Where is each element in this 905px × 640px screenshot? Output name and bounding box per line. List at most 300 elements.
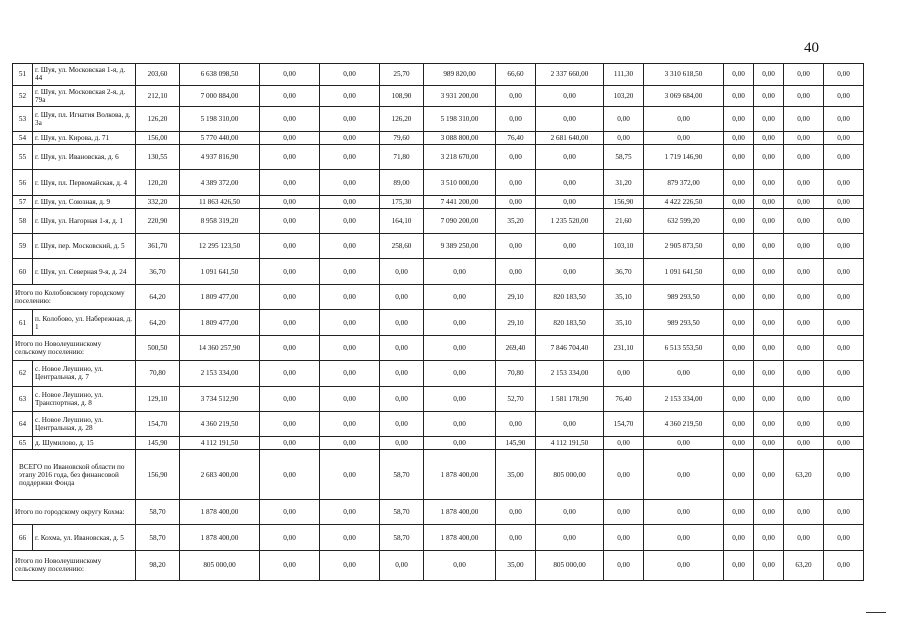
value-cell: 1 878 400,00 (180, 499, 260, 524)
value-cell: 0,00 (824, 499, 864, 524)
value-cell: 64,20 (136, 310, 180, 335)
value-cell: 0,00 (260, 437, 320, 450)
value-cell: 164,10 (380, 208, 424, 233)
value-cell: 0,00 (536, 106, 604, 131)
value-cell: 0,00 (754, 85, 784, 106)
value-cell: 4 112 191,50 (180, 437, 260, 450)
value-cell: 0,00 (824, 361, 864, 386)
value-cell: 0,00 (260, 284, 320, 309)
value-cell: 0,00 (724, 499, 754, 524)
row-number: 54 (13, 132, 33, 145)
value-cell: 332,20 (136, 195, 180, 208)
value-cell: 3 218 670,00 (424, 144, 496, 169)
address-cell: г. Кохма, ул. Ивановская, д. 5 (33, 525, 136, 550)
value-cell: 0,00 (754, 106, 784, 131)
value-cell: 0,00 (320, 450, 380, 500)
value-cell: 0,00 (320, 259, 380, 284)
row-number: 65 (13, 437, 33, 450)
value-cell: 0,00 (424, 335, 496, 360)
value-cell: 0,00 (724, 284, 754, 309)
value-cell: 35,00 (496, 450, 536, 500)
value-cell: 2 683 400,00 (180, 450, 260, 500)
value-cell: 0,00 (260, 335, 320, 360)
value-cell: 58,70 (136, 499, 180, 524)
value-cell: 0,00 (536, 195, 604, 208)
value-cell: 0,00 (824, 106, 864, 131)
value-cell: 58,70 (380, 499, 424, 524)
value-cell: 156,90 (136, 450, 180, 500)
value-cell: 0,00 (824, 525, 864, 550)
value-cell: 0,00 (824, 132, 864, 145)
value-cell: 0,00 (320, 335, 380, 360)
value-cell: 71,80 (380, 144, 424, 169)
value-cell: 126,20 (136, 106, 180, 131)
value-cell: 3 069 684,00 (644, 85, 724, 106)
row-number: 56 (13, 170, 33, 195)
address-cell: г. Шуя, ул. Союзная, д. 9 (33, 195, 136, 208)
value-cell: 0,00 (724, 106, 754, 131)
value-cell: 0,00 (424, 412, 496, 437)
value-cell: 0,00 (260, 132, 320, 145)
value-cell: 0,00 (320, 144, 380, 169)
table-row (13, 412, 864, 437)
subtotal-label: Итого по Новолеушинскому сельскому поселению: (13, 335, 136, 360)
row-number: 58 (13, 208, 33, 233)
value-cell: 0,00 (260, 386, 320, 411)
row-number: 55 (13, 144, 33, 169)
value-cell: 98,20 (136, 550, 180, 580)
value-cell: 0,00 (496, 85, 536, 106)
value-cell: 108,90 (380, 85, 424, 106)
value-cell: 3 088 800,00 (424, 132, 496, 145)
value-cell: 0,00 (724, 64, 754, 86)
value-cell: 0,00 (724, 132, 754, 145)
value-cell: 64,20 (136, 284, 180, 309)
value-cell: 0,00 (784, 412, 824, 437)
value-cell: 0,00 (824, 310, 864, 335)
value-cell: 36,70 (136, 259, 180, 284)
grand-total-label: ВСЕГО по Ивановской области по этапу 2016 года, без финансовой поддержки Фонда (13, 450, 136, 500)
value-cell: 1 809 477,00 (180, 310, 260, 335)
table-row (13, 437, 864, 450)
value-cell: 0,00 (754, 412, 784, 437)
table-row (13, 310, 864, 335)
value-cell: 0,00 (724, 170, 754, 195)
value-cell: 145,90 (496, 437, 536, 450)
value-cell: 5 770 440,00 (180, 132, 260, 145)
value-cell: 0,00 (380, 550, 424, 580)
row-number: 59 (13, 233, 33, 258)
value-cell: 111,30 (604, 64, 644, 86)
value-cell: 0,00 (260, 310, 320, 335)
value-cell: 63,20 (784, 550, 824, 580)
value-cell: 4 360 219,50 (180, 412, 260, 437)
value-cell: 6 513 553,50 (644, 335, 724, 360)
value-cell: 0,00 (496, 412, 536, 437)
table-row (13, 132, 864, 145)
table-row (13, 64, 864, 86)
value-cell: 0,00 (724, 386, 754, 411)
value-cell: 989 293,50 (644, 284, 724, 309)
value-cell: 0,00 (754, 259, 784, 284)
value-cell: 36,70 (604, 259, 644, 284)
value-cell: 3 510 000,00 (424, 170, 496, 195)
value-cell: 4 112 191,50 (536, 437, 604, 450)
subtotal-row (13, 499, 864, 524)
subtotal-label: Итого по Колобовскому городскому поселению: (13, 284, 136, 309)
value-cell: 0,00 (536, 499, 604, 524)
table-row (13, 361, 864, 386)
value-cell: 0,00 (724, 361, 754, 386)
value-cell: 0,00 (824, 144, 864, 169)
value-cell: 0,00 (604, 550, 644, 580)
value-cell: 25,70 (380, 64, 424, 86)
subtotal-label: Итого по Новолеушинскому сельскому поселению: (13, 550, 136, 580)
value-cell: 0,00 (604, 132, 644, 145)
value-cell: 212,10 (136, 85, 180, 106)
value-cell: 0,00 (644, 525, 724, 550)
corner-mark (866, 612, 886, 613)
value-cell: 0,00 (754, 335, 784, 360)
value-cell: 0,00 (754, 361, 784, 386)
value-cell: 29,10 (496, 284, 536, 309)
value-cell: 632 599,20 (644, 208, 724, 233)
value-cell: 14 360 257,90 (180, 335, 260, 360)
value-cell: 0,00 (644, 437, 724, 450)
value-cell: 0,00 (754, 284, 784, 309)
value-cell: 0,00 (260, 106, 320, 131)
value-cell: 0,00 (320, 310, 380, 335)
value-cell: 0,00 (604, 437, 644, 450)
value-cell: 0,00 (824, 195, 864, 208)
value-cell: 1 581 178,90 (536, 386, 604, 411)
value-cell: 0,00 (380, 437, 424, 450)
value-cell: 0,00 (496, 106, 536, 131)
address-cell: г. Шуя, ул. Кирова, д. 71 (33, 132, 136, 145)
value-cell: 0,00 (380, 386, 424, 411)
address-cell: г. Шуя, пл. Игнатия Волкова, д. 3а (33, 106, 136, 131)
value-cell: 0,00 (784, 361, 824, 386)
table-row (13, 85, 864, 106)
value-cell: 2 153 334,00 (180, 361, 260, 386)
value-cell: 0,00 (724, 450, 754, 500)
value-cell: 0,00 (320, 170, 380, 195)
table-row (13, 195, 864, 208)
value-cell: 0,00 (644, 106, 724, 131)
subtotal-row (13, 335, 864, 360)
value-cell: 2 153 334,00 (644, 386, 724, 411)
value-cell: 156,90 (604, 195, 644, 208)
value-cell: 154,70 (604, 412, 644, 437)
value-cell: 0,00 (644, 550, 724, 580)
value-cell: 0,00 (824, 450, 864, 500)
value-cell: 0,00 (496, 170, 536, 195)
value-cell: 0,00 (784, 208, 824, 233)
value-cell: 0,00 (260, 499, 320, 524)
value-cell: 0,00 (824, 437, 864, 450)
value-cell: 0,00 (784, 195, 824, 208)
row-number: 53 (13, 106, 33, 131)
value-cell: 0,00 (644, 499, 724, 524)
value-cell: 0,00 (724, 208, 754, 233)
value-cell: 0,00 (784, 386, 824, 411)
value-cell: 0,00 (320, 195, 380, 208)
value-cell: 66,60 (496, 64, 536, 86)
value-cell: 0,00 (724, 550, 754, 580)
value-cell: 0,00 (754, 386, 784, 411)
value-cell: 9 389 250,00 (424, 233, 496, 258)
value-cell: 0,00 (320, 550, 380, 580)
value-cell: 2 681 640,00 (536, 132, 604, 145)
row-number: 52 (13, 85, 33, 106)
address-cell: г. Шуя, пер. Московский, д. 5 (33, 233, 136, 258)
value-cell: 0,00 (604, 106, 644, 131)
value-cell: 0,00 (824, 284, 864, 309)
value-cell: 0,00 (424, 437, 496, 450)
value-cell: 11 863 426,50 (180, 195, 260, 208)
value-cell: 0,00 (424, 259, 496, 284)
address-cell: г. Шуя, ул. Ивановская, д. 6 (33, 144, 136, 169)
row-number: 64 (13, 412, 33, 437)
value-cell: 0,00 (754, 64, 784, 86)
value-cell: 0,00 (320, 106, 380, 131)
value-cell: 0,00 (380, 361, 424, 386)
subtotal-label: Итого по городскому округу Кохма: (13, 499, 136, 524)
value-cell: 0,00 (724, 144, 754, 169)
row-number: 66 (13, 525, 33, 550)
table-row (13, 525, 864, 550)
value-cell: 879 372,00 (644, 170, 724, 195)
value-cell: 12 295 123,50 (180, 233, 260, 258)
row-number: 60 (13, 259, 33, 284)
value-cell: 0,00 (784, 170, 824, 195)
value-cell: 0,00 (320, 361, 380, 386)
value-cell: 1 878 400,00 (180, 525, 260, 550)
value-cell: 3 931 200,00 (424, 85, 496, 106)
address-cell: с. Новое Леушино, ул. Транспортная, д. 8 (33, 386, 136, 411)
value-cell: 1 878 400,00 (424, 499, 496, 524)
value-cell: 31,20 (604, 170, 644, 195)
value-cell: 0,00 (754, 450, 784, 500)
value-cell: 0,00 (320, 233, 380, 258)
value-cell: 7 441 200,00 (424, 195, 496, 208)
row-number: 61 (13, 310, 33, 335)
value-cell: 1 809 477,00 (180, 284, 260, 309)
value-cell: 0,00 (754, 208, 784, 233)
address-cell: г. Шуя, ул. Нагорная 1-я, д. 1 (33, 208, 136, 233)
table-row (13, 170, 864, 195)
value-cell: 0,00 (260, 361, 320, 386)
value-cell: 70,80 (136, 361, 180, 386)
value-cell: 500,50 (136, 335, 180, 360)
value-cell: 0,00 (496, 144, 536, 169)
value-cell: 35,00 (496, 550, 536, 580)
value-cell: 0,00 (784, 106, 824, 131)
value-cell: 0,00 (754, 195, 784, 208)
value-cell: 0,00 (824, 85, 864, 106)
value-cell: 0,00 (754, 499, 784, 524)
value-cell: 0,00 (536, 170, 604, 195)
value-cell: 0,00 (784, 85, 824, 106)
value-cell: 1 878 400,00 (424, 525, 496, 550)
value-cell: 58,70 (136, 525, 180, 550)
table-row (13, 144, 864, 169)
value-cell: 5 198 310,00 (424, 106, 496, 131)
value-cell: 0,00 (536, 259, 604, 284)
value-cell: 0,00 (320, 525, 380, 550)
value-cell: 0,00 (784, 233, 824, 258)
value-cell: 103,10 (604, 233, 644, 258)
value-cell: 0,00 (754, 525, 784, 550)
value-cell: 0,00 (424, 310, 496, 335)
value-cell: 0,00 (320, 64, 380, 86)
value-cell: 0,00 (824, 259, 864, 284)
value-cell: 0,00 (496, 499, 536, 524)
value-cell: 7 000 884,00 (180, 85, 260, 106)
value-cell: 2 905 873,50 (644, 233, 724, 258)
value-cell: 76,40 (604, 386, 644, 411)
value-cell: 0,00 (724, 233, 754, 258)
value-cell: 0,00 (784, 437, 824, 450)
value-cell: 0,00 (320, 412, 380, 437)
value-cell: 0,00 (260, 85, 320, 106)
value-cell: 0,00 (824, 335, 864, 360)
table-body (13, 64, 864, 581)
value-cell: 76,40 (496, 132, 536, 145)
value-cell: 129,10 (136, 386, 180, 411)
row-number: 62 (13, 361, 33, 386)
value-cell: 120,20 (136, 170, 180, 195)
value-cell: 0,00 (536, 233, 604, 258)
value-cell: 58,75 (604, 144, 644, 169)
value-cell: 0,00 (784, 284, 824, 309)
row-number: 51 (13, 64, 33, 86)
value-cell: 0,00 (260, 259, 320, 284)
value-cell: 0,00 (424, 284, 496, 309)
value-cell: 8 958 319,20 (180, 208, 260, 233)
value-cell: 0,00 (536, 525, 604, 550)
value-cell: 4 937 816,90 (180, 144, 260, 169)
value-cell: 0,00 (604, 499, 644, 524)
value-cell: 0,00 (424, 361, 496, 386)
value-cell: 5 198 310,00 (180, 106, 260, 131)
row-number: 57 (13, 195, 33, 208)
address-cell: г. Шуя, ул. Московская 1-я, д. 44 (33, 64, 136, 86)
value-cell: 1 091 641,50 (180, 259, 260, 284)
value-cell: 7 846 704,40 (536, 335, 604, 360)
value-cell: 0,00 (536, 85, 604, 106)
value-cell: 0,00 (784, 144, 824, 169)
value-cell: 0,00 (260, 144, 320, 169)
value-cell: 0,00 (260, 64, 320, 86)
page-number: 40 (804, 40, 819, 56)
value-cell: 0,00 (260, 525, 320, 550)
value-cell: 1 719 146,90 (644, 144, 724, 169)
value-cell: 203,60 (136, 64, 180, 86)
value-cell: 0,00 (754, 170, 784, 195)
value-cell: 103,20 (604, 85, 644, 106)
value-cell: 35,10 (604, 310, 644, 335)
value-cell: 0,00 (536, 144, 604, 169)
table-row (13, 106, 864, 131)
value-cell: 0,00 (320, 437, 380, 450)
value-cell: 3 734 512,90 (180, 386, 260, 411)
value-cell: 2 337 660,00 (536, 64, 604, 86)
value-cell: 130,55 (136, 144, 180, 169)
value-cell: 0,00 (724, 412, 754, 437)
value-cell: 0,00 (424, 386, 496, 411)
value-cell: 0,00 (604, 450, 644, 500)
value-cell: 0,00 (724, 310, 754, 335)
address-cell: г. Шуя, пл. Первомайская, д. 4 (33, 170, 136, 195)
value-cell: 0,00 (824, 386, 864, 411)
value-cell: 0,00 (784, 64, 824, 86)
value-cell: 0,00 (320, 208, 380, 233)
value-cell: 0,00 (380, 412, 424, 437)
value-cell: 0,00 (824, 233, 864, 258)
value-cell: 820 183,50 (536, 310, 604, 335)
value-cell: 2 153 334,00 (536, 361, 604, 386)
value-cell: 29,10 (496, 310, 536, 335)
value-cell: 0,00 (724, 85, 754, 106)
value-cell: 0,00 (380, 284, 424, 309)
value-cell: 0,00 (724, 525, 754, 550)
value-cell: 0,00 (824, 412, 864, 437)
value-cell: 0,00 (784, 525, 824, 550)
value-cell: 220,90 (136, 208, 180, 233)
value-cell: 63,20 (784, 450, 824, 500)
value-cell: 0,00 (824, 64, 864, 86)
value-cell: 0,00 (824, 170, 864, 195)
value-cell: 0,00 (754, 550, 784, 580)
address-cell: г. Шуя, ул. Северная 9-я, д. 24 (33, 259, 136, 284)
value-cell: 0,00 (784, 335, 824, 360)
value-cell: 0,00 (724, 259, 754, 284)
value-cell: 35,20 (496, 208, 536, 233)
value-cell: 58,70 (380, 450, 424, 500)
value-cell: 0,00 (754, 437, 784, 450)
value-cell: 0,00 (644, 450, 724, 500)
value-cell: 0,00 (320, 386, 380, 411)
value-cell: 805 000,00 (536, 450, 604, 500)
value-cell: 0,00 (754, 132, 784, 145)
value-cell: 0,00 (824, 208, 864, 233)
subtotal-row (13, 284, 864, 309)
value-cell: 0,00 (724, 335, 754, 360)
value-cell: 154,70 (136, 412, 180, 437)
value-cell: 0,00 (784, 499, 824, 524)
value-cell: 989 293,50 (644, 310, 724, 335)
value-cell: 0,00 (260, 412, 320, 437)
value-cell: 0,00 (824, 550, 864, 580)
value-cell: 258,60 (380, 233, 424, 258)
value-cell: 126,20 (380, 106, 424, 131)
value-cell: 1 878 400,00 (424, 450, 496, 500)
table-row (13, 386, 864, 411)
value-cell: 0,00 (754, 233, 784, 258)
table-row (13, 259, 864, 284)
value-cell: 0,00 (260, 170, 320, 195)
value-cell: 0,00 (380, 310, 424, 335)
value-cell: 4 360 219,50 (644, 412, 724, 437)
value-cell: 4 389 372,00 (180, 170, 260, 195)
value-cell: 0,00 (604, 525, 644, 550)
subtotal-row (13, 550, 864, 580)
table-row (13, 233, 864, 258)
housing-program-table (12, 63, 864, 581)
value-cell: 0,00 (260, 208, 320, 233)
address-cell: п. Колобово, ул. Набережная, д. 1 (33, 310, 136, 335)
